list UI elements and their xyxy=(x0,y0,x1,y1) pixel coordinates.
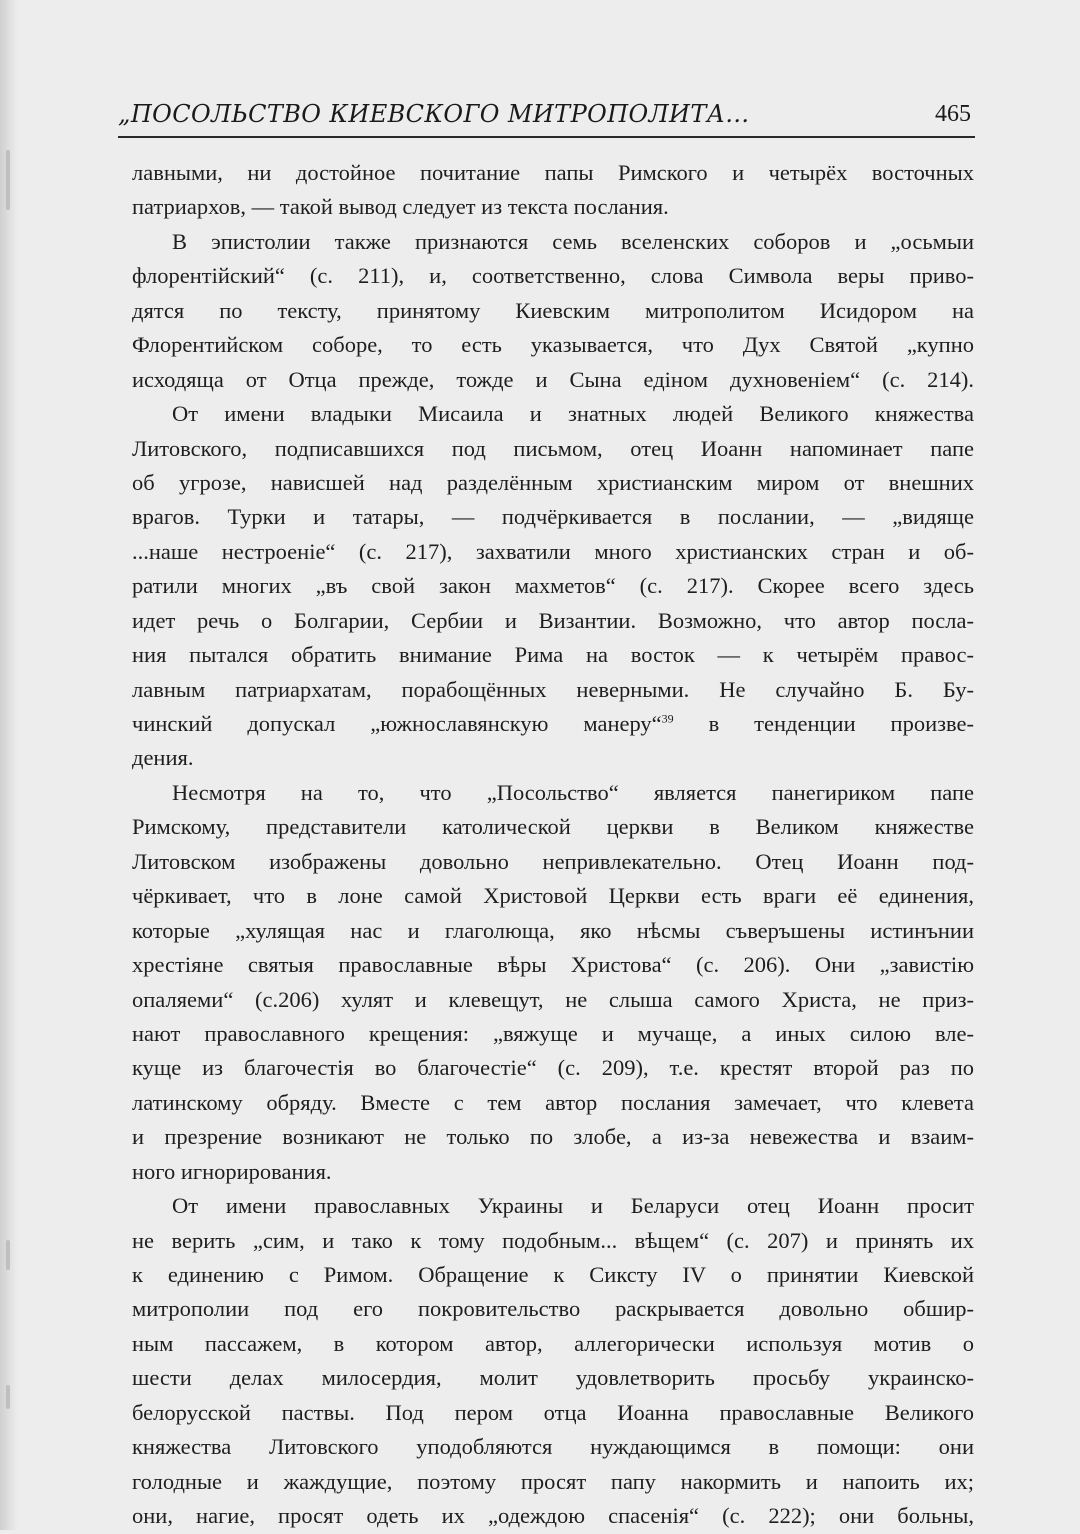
text-line: чёркивает, что в лоне самой Христовой Церкви есть враги её единения, xyxy=(132,883,974,909)
footnote-reference[interactable]: 39 xyxy=(661,711,674,726)
body-text xyxy=(132,156,974,1534)
text-line: флорентiйский“ (с. 211), и, соответственно, слова Символа веры приво- xyxy=(132,263,974,289)
text-line: нают православного крещения: „вяжуще и мучаще, а иных силою вле- xyxy=(132,1020,974,1046)
text-line: опаляеми“ (с.206) хулят и клевещут, не слыша самого Христа, не приз- xyxy=(132,986,974,1012)
text-line: ратили многих „въ свой закон махметов“ (с. 217). Скорее всего здесь xyxy=(132,573,974,599)
text-line: латинскому обряду. Вместе с тем автор послания замечает, что клевета xyxy=(132,1089,974,1115)
running-header-title: „ПОСОЛЬСТВО КИЕВСКОГО МИТРОПОЛИТА... xyxy=(118,100,750,128)
text-line: Литовского, подписавшихся под письмом, отец Иоанн напоминает папе xyxy=(132,435,974,461)
text-line: дения. xyxy=(132,745,194,771)
text-line: дятся по тексту, принятому Киевским митрополитом Исидором на xyxy=(132,297,974,323)
text-line: лавными, ни достойное почитание папы Римского и четырёх восточных xyxy=(132,160,974,185)
page-number: 465 xyxy=(935,101,971,127)
text-line: не верить „сим, и тако к тому подобным... вѣщем“ (с. 207) и принять их xyxy=(132,1227,974,1253)
text-fragment: чинский допускал „южнославянскую манеру“ xyxy=(132,711,662,736)
text-line: идет речь о Болгарии, Сербии и Византии. Возможно, что автор посла- xyxy=(132,607,974,633)
text-line: белорусской паствы. Под пером отца Иоанна православные Великого xyxy=(132,1399,974,1425)
text-line: Литовском изображены довольно непривлекательно. Отец Иоанн под- xyxy=(132,848,974,874)
text-line-with-footnote xyxy=(132,707,974,741)
text-line: ния пытался обратить внимание Рима на восток — к четырём правос- xyxy=(132,642,974,668)
text-line: к единению с Римом. Обращение к Сиксту IV о принятии Киевской xyxy=(132,1262,974,1287)
text-line: митрополии под его покровительство раскрывается довольно обшир- xyxy=(132,1296,974,1322)
text-line: ным пассажем, в котором автор, аллегорически используя мотив о xyxy=(132,1330,974,1356)
text-line: об угрозе, нависшей над разделённым христианским миром от внешних xyxy=(132,469,974,495)
text-fragment: в тенденции произве- xyxy=(673,711,974,736)
paragraph-first-line: От имени православных Украины и Беларуси отец Иоанн просит xyxy=(172,1193,974,1219)
text-line: которые „хулящая нас и глаголюща, яко нѣсмы съверъшены истинънии xyxy=(132,917,974,943)
text-line: и презрение возникают не только по злобе, а из-за невежества и взаим- xyxy=(132,1124,974,1150)
paragraph-first-line: Несмотря на то, что „Посольство“ является панегириком папе xyxy=(172,779,974,805)
text-line: княжества Литовского уподобляются нуждающимся в помощи: они xyxy=(132,1434,974,1460)
paragraph-first-line: От имени владыки Мисаила и знатных людей Великого княжества xyxy=(172,401,974,427)
text-line: лавным патриархатам, порабощённых неверными. Не случайно Б. Бу- xyxy=(132,676,974,702)
paragraph-first-line: В эпистолии также признаются семь вселенских соборов и „осьмыи xyxy=(172,228,974,254)
text-line: хрестiяне святыя православные вѣры Христова“ (с. 206). Они „завистiю xyxy=(132,952,974,978)
text-line: голодные и жаждущие, поэтому просят папу накормить и напоить их; xyxy=(132,1468,974,1494)
text-line: шести делах милосердия, молит удовлетворить просьбу украинско- xyxy=(132,1365,974,1391)
running-header xyxy=(118,90,975,138)
text-line: ...наше нестроенiе“ (с. 217), захватили много христианских стран и об- xyxy=(132,538,974,564)
text-line: патриархов, — такой вывод следует из текста послания. xyxy=(132,194,669,220)
text-line: исходяща от Отца прежде, тожде и Сына едiном духновенiем“ (с. 214). xyxy=(132,366,974,392)
text-line: Флорентийском соборе, то есть указывается, что Дух Святой „купно xyxy=(132,332,974,358)
text-line: они, нагие, просят одеть их „одеждою спасенiя“ (с. 222); они больны, xyxy=(132,1503,974,1529)
text-line: куще из благочестiя во благочестiе“ (с. 209), т.е. крестят второй раз по xyxy=(132,1055,974,1081)
text-line: Римскому, представители католической церкви в Великом княжестве xyxy=(132,814,974,840)
text-line: ного игнорирования. xyxy=(132,1158,332,1184)
text-line: врагов. Турки и татары, — подчёркивается в послании, — „видяще xyxy=(132,504,974,530)
